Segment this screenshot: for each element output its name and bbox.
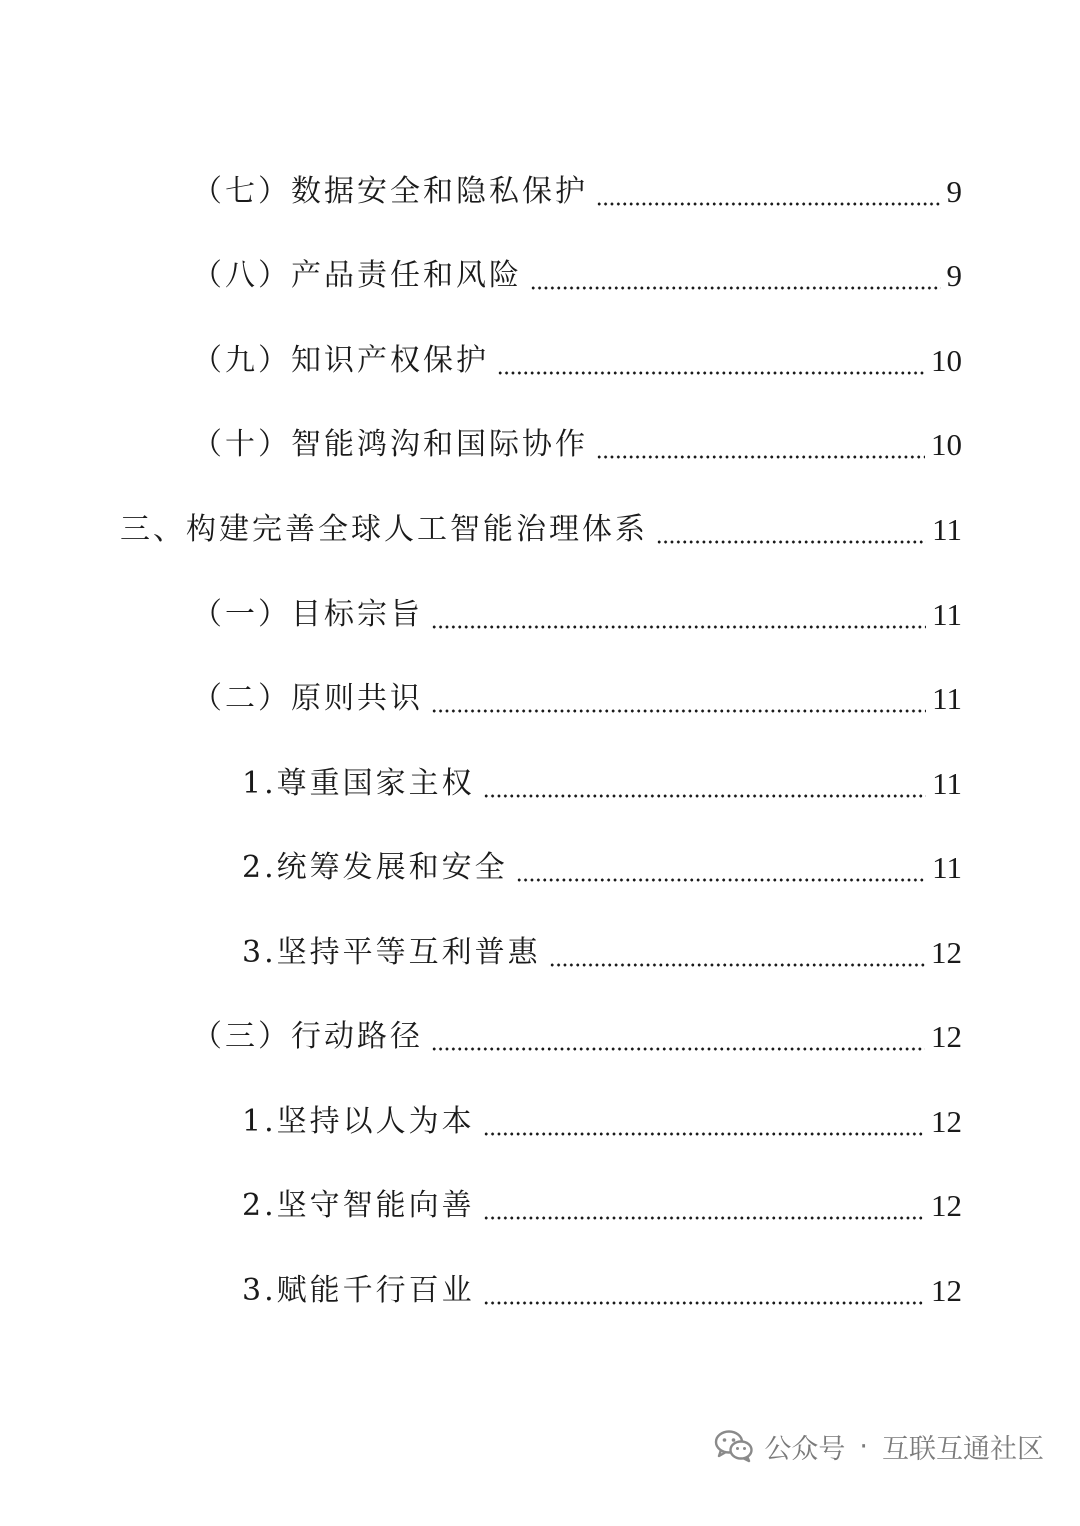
watermark-label: 公众号: [764, 1433, 846, 1465]
dot-leader: [431, 675, 926, 723]
toc-section-entry[interactable]: [120, 506, 962, 554]
toc-entry[interactable]: [192, 675, 962, 723]
wechat-icon: [714, 1429, 754, 1463]
toc-subentry[interactable]: [242, 760, 962, 808]
toc-subentry[interactable]: [242, 844, 962, 892]
toc-entry-title: （二）原则共识: [192, 681, 423, 716]
watermark-account-name: 互联互通社区: [882, 1433, 1044, 1465]
toc-entry[interactable]: [192, 421, 962, 469]
toc-entry-title: （七）数据安全和隐私保护: [192, 174, 588, 209]
toc-page-number: 9: [946, 258, 962, 293]
watermark-separator: ·: [859, 1430, 868, 1462]
toc-entry[interactable]: [192, 168, 962, 216]
toc-entry-title: 3.坚持平等互利普惠: [242, 935, 541, 970]
toc-subentry[interactable]: [242, 1267, 962, 1315]
toc-subentry[interactable]: [242, 1182, 962, 1230]
toc-entry-title: （十）智能鸿沟和国际协作: [192, 427, 588, 462]
dot-leader: [516, 844, 927, 892]
toc-subentry[interactable]: [242, 929, 962, 977]
toc-entry[interactable]: [192, 252, 962, 300]
toc-page-number: 11: [932, 512, 962, 547]
toc-entry-title: 三、构建完善全球人工智能治理体系: [120, 512, 648, 547]
toc-page-number: 12: [931, 1273, 962, 1308]
dot-leader: [596, 168, 941, 216]
toc-entry[interactable]: [192, 337, 962, 385]
dot-leader: [530, 252, 941, 300]
toc-subentry[interactable]: [242, 1098, 962, 1146]
toc-page-number: 9: [946, 174, 962, 209]
toc-page-number: 11: [932, 681, 962, 716]
toc-entry-title: （三）行动路径: [192, 1019, 423, 1054]
toc-entry-title: 2.坚守智能向善: [242, 1188, 475, 1223]
dot-leader: [596, 421, 925, 469]
toc-page-number: 12: [931, 935, 962, 970]
dot-leader: [497, 337, 925, 385]
toc-page-number: 11: [932, 766, 962, 801]
toc-page-number: 11: [932, 597, 962, 632]
dot-leader: [656, 506, 926, 554]
dot-leader: [483, 1098, 925, 1146]
toc-entry-title: 1.坚持以人为本: [242, 1104, 475, 1139]
dot-leader: [431, 1013, 925, 1061]
dot-leader: [549, 929, 925, 977]
toc-entry-title: （一）目标宗旨: [192, 597, 423, 632]
toc-page-number: 10: [931, 427, 962, 462]
dot-leader: [431, 591, 926, 639]
toc-entry[interactable]: [192, 1013, 962, 1061]
toc-entry-title: 3.赋能千行百业: [242, 1273, 475, 1308]
toc-entry-title: 1.尊重国家主权: [242, 766, 475, 801]
dot-leader: [483, 1267, 925, 1315]
toc-entry-title: （九）知识产权保护: [192, 343, 489, 378]
toc-entry-title: （八）产品责任和风险: [192, 258, 522, 293]
toc-page-number: 12: [931, 1188, 962, 1223]
dot-leader: [483, 760, 927, 808]
toc-page-number: 10: [931, 343, 962, 378]
toc-entry[interactable]: [192, 591, 962, 639]
toc-page-number: 12: [931, 1104, 962, 1139]
wechat-account-watermark: [714, 1422, 1044, 1470]
toc-page-number: 12: [931, 1019, 962, 1054]
toc-entry-title: 2.统筹发展和安全: [242, 850, 508, 885]
toc-page-number: 11: [932, 850, 962, 885]
dot-leader: [483, 1182, 925, 1230]
